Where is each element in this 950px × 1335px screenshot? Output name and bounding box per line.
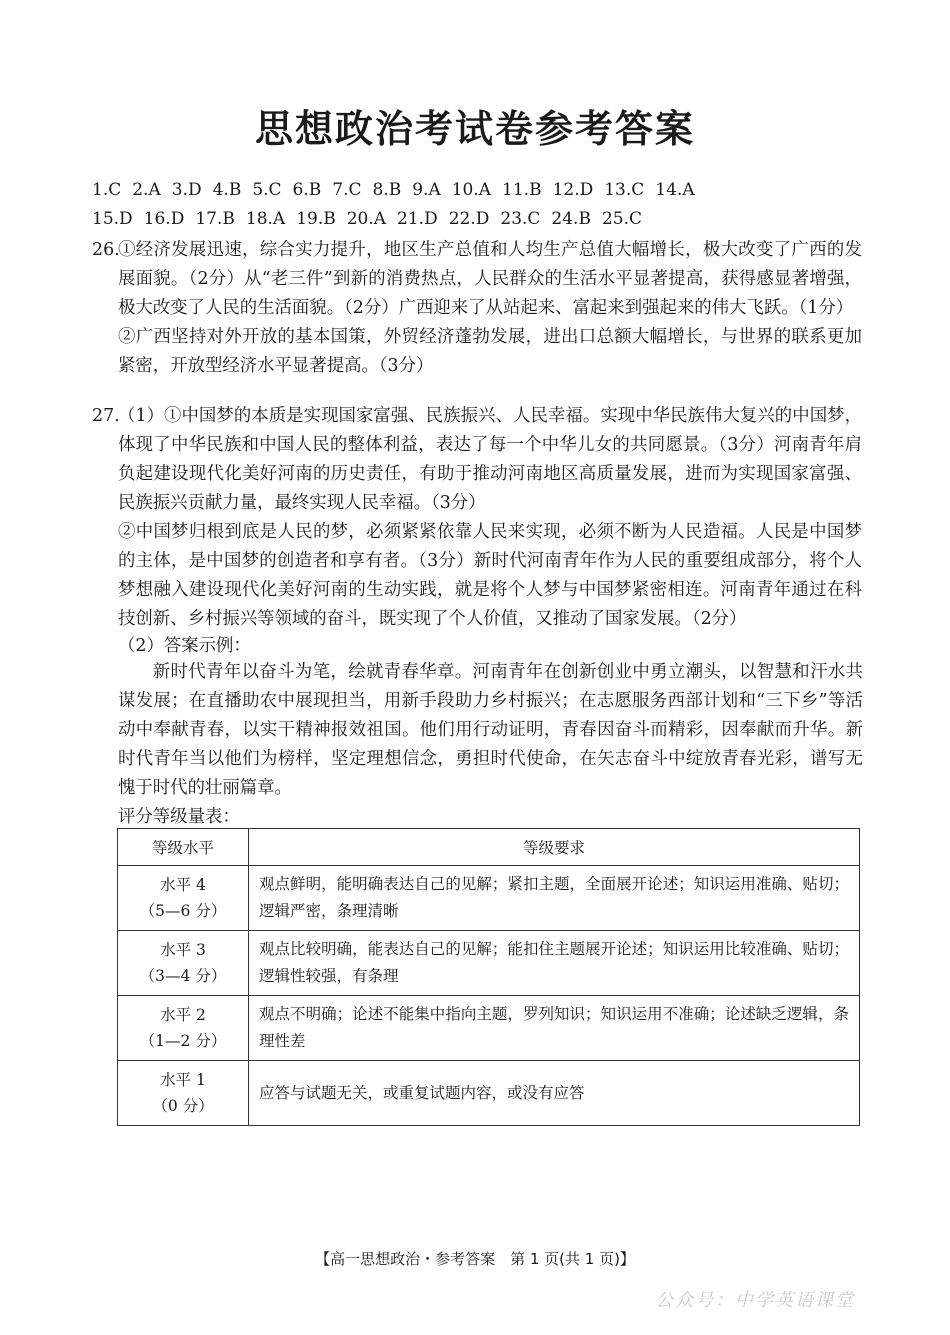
scoring-scale-table [117, 828, 860, 1126]
mc-answer: 25.C [601, 209, 642, 229]
question-26-answer [92, 236, 862, 381]
q27-paragraph-1: （1）①中国梦的本质是实现国家富强、民族振兴、人民幸福。实现中华民族伟大复兴的中国梦，体现了中华民族和中国人民的整体利益，表达了每一个中华儿女的共同愿景。（3分）河南青年肩负起建设现代化美好河南的历史责任，有助于推动河南地区高质量发展，进而为实现国家富强、民族振兴贡献力量，最终实现人民幸福。（3分） [118, 406, 862, 513]
mc-answer: 15.D [92, 209, 133, 229]
mc-answer: 5.C [252, 180, 282, 200]
mc-answer: 24.B [551, 209, 591, 229]
scoring-scale-label: 评分等级量表： [118, 807, 240, 827]
mc-answer: 7.C [332, 180, 362, 200]
table-row [118, 996, 860, 1061]
watermark: 公众号：中学英语课堂 [655, 1290, 855, 1311]
question-27-answer [92, 402, 862, 634]
table-row [118, 1061, 860, 1126]
requirement-cell: 应答与试题无关，或重复试题内容，或没有应答 [249, 1061, 860, 1126]
requirement-cell: 观点不明确；论述不能集中指向主题，罗列知识；知识运用不准确；论述缺乏逻辑，条理性差 [249, 996, 860, 1061]
mc-answer: 12.D [552, 180, 594, 200]
level-score: （3—4 分） [139, 967, 227, 985]
requirement-cell: 观点鲜明，能明确表达自己的见解；紧扣主题，全面展开论述；知识运用准确、贴切；逻辑严密，条理清晰 [249, 866, 860, 931]
table-row [118, 931, 860, 996]
mc-answer: 2.A [132, 180, 161, 200]
requirement-cell: 观点比较明确，能表达自己的见解；能扣住主题展开论述；知识运用比较准确、贴切；逻辑性较强，有条理 [249, 931, 860, 996]
mc-answer: 8.B [372, 180, 402, 200]
level-cell [118, 1061, 249, 1126]
mc-answer: 14.A [655, 180, 695, 200]
mc-answer: 23.C [500, 209, 541, 229]
level-name: 水平 4 [160, 876, 206, 894]
question-number: 27. [92, 406, 120, 426]
mc-answer: 10.A [451, 180, 492, 200]
q27-paragraph-2: ②中国梦归根到底是人民的梦，必须紧紧依靠人民来实现，必须不断为人民造福。人民是中国梦的主体，是中国梦的创造者和享有者。（3分）新时代河南青年作为人民的重要组成部分，将个人梦想融入建设现代化美好河南的生动实践，就是将个人梦与中国梦紧密相连。河南青年通过在科技创新、乡村振兴等领域的奋斗，既实现了个人价值，又推动了国家发展。（2分） [118, 522, 862, 629]
level-name: 水平 2 [160, 1006, 206, 1024]
level-name: 水平 3 [160, 941, 206, 959]
mc-answer: 4.B [212, 180, 242, 200]
mc-answer: 19.B [296, 209, 336, 229]
mc-answer: 21.D [397, 209, 438, 229]
mc-answer: 6.B [292, 180, 322, 200]
q26-paragraph-1: ①经济发展迅速，综合实力提升，地区生产总值和人均生产总值大幅增长，极大改变了广西的发展面貌。（2分）从“老三件”到新的消费热点，人民群众的生活水平显著提高，获得感显著增强，极大改变了人民的生活面貌。（2分）广西迎来了从站起来、富起来到强起来的伟大飞跃。（1分） [118, 240, 862, 318]
level-cell [118, 996, 249, 1061]
level-cell [118, 866, 249, 931]
table-header-row [118, 829, 860, 866]
sample-essay-text: 新时代青年以奋斗为笔，绘就青春华章。河南青年在创新创业中勇立潮头，以智慧和汗水共谋发展；在直播助农中展现担当，用新手段助力乡村振兴；在志愿服务西部计划和“三下乡”等活动中奉献青春，以实干精神报效祖国。他们用行动证明，青春因奋斗而精彩，因奉献而升华。新时代青年当以他们为榜样，坚定理想信念，勇担时代使命，在矢志奋斗中绽放青春光彩，谱写无愧于时代的壮丽篇章。 [118, 662, 863, 798]
mc-answers-line-2 [92, 205, 892, 233]
sample-essay [118, 658, 863, 803]
page-footer: 【高一思想政治・参考答案 第 1 页(共 1 页)】 [315, 1250, 635, 1268]
question-number: 26. [92, 240, 120, 260]
mc-answer: 13.C [604, 180, 645, 200]
mc-answer: 3.D [171, 180, 202, 200]
level-name: 水平 1 [160, 1071, 206, 1089]
mc-answers-line-1 [92, 176, 892, 204]
level-score: （1—2 分） [139, 1032, 227, 1050]
table-header: 等级水平 [118, 829, 249, 866]
mc-answer: 1.C [92, 180, 122, 200]
q27-part-2-title: （2）答案示例： [118, 636, 251, 656]
mc-answer: 20.A [346, 209, 387, 229]
q26-paragraph-2: ②广西坚持对外开放的基本国策，外贸经济蓬勃发展，进出口总额大幅增长，与世界的联系更加紧密，开放型经济水平显著提高。（3分） [118, 327, 862, 376]
mc-answer: 22.D [448, 209, 490, 229]
level-score: （0 分） [152, 1097, 214, 1115]
level-score: （5—6 分） [139, 902, 227, 920]
level-cell [118, 931, 249, 996]
table-header: 等级要求 [249, 829, 860, 866]
mc-answer: 11.B [502, 180, 542, 200]
table-row [118, 866, 860, 931]
mc-answer: 18.A [245, 209, 286, 229]
page-title: 思想政治考试卷参考答案 [254, 107, 695, 151]
mc-answer: 16.D [143, 209, 185, 229]
mc-answer: 9.A [412, 180, 441, 200]
mc-answer: 17.B [195, 209, 235, 229]
